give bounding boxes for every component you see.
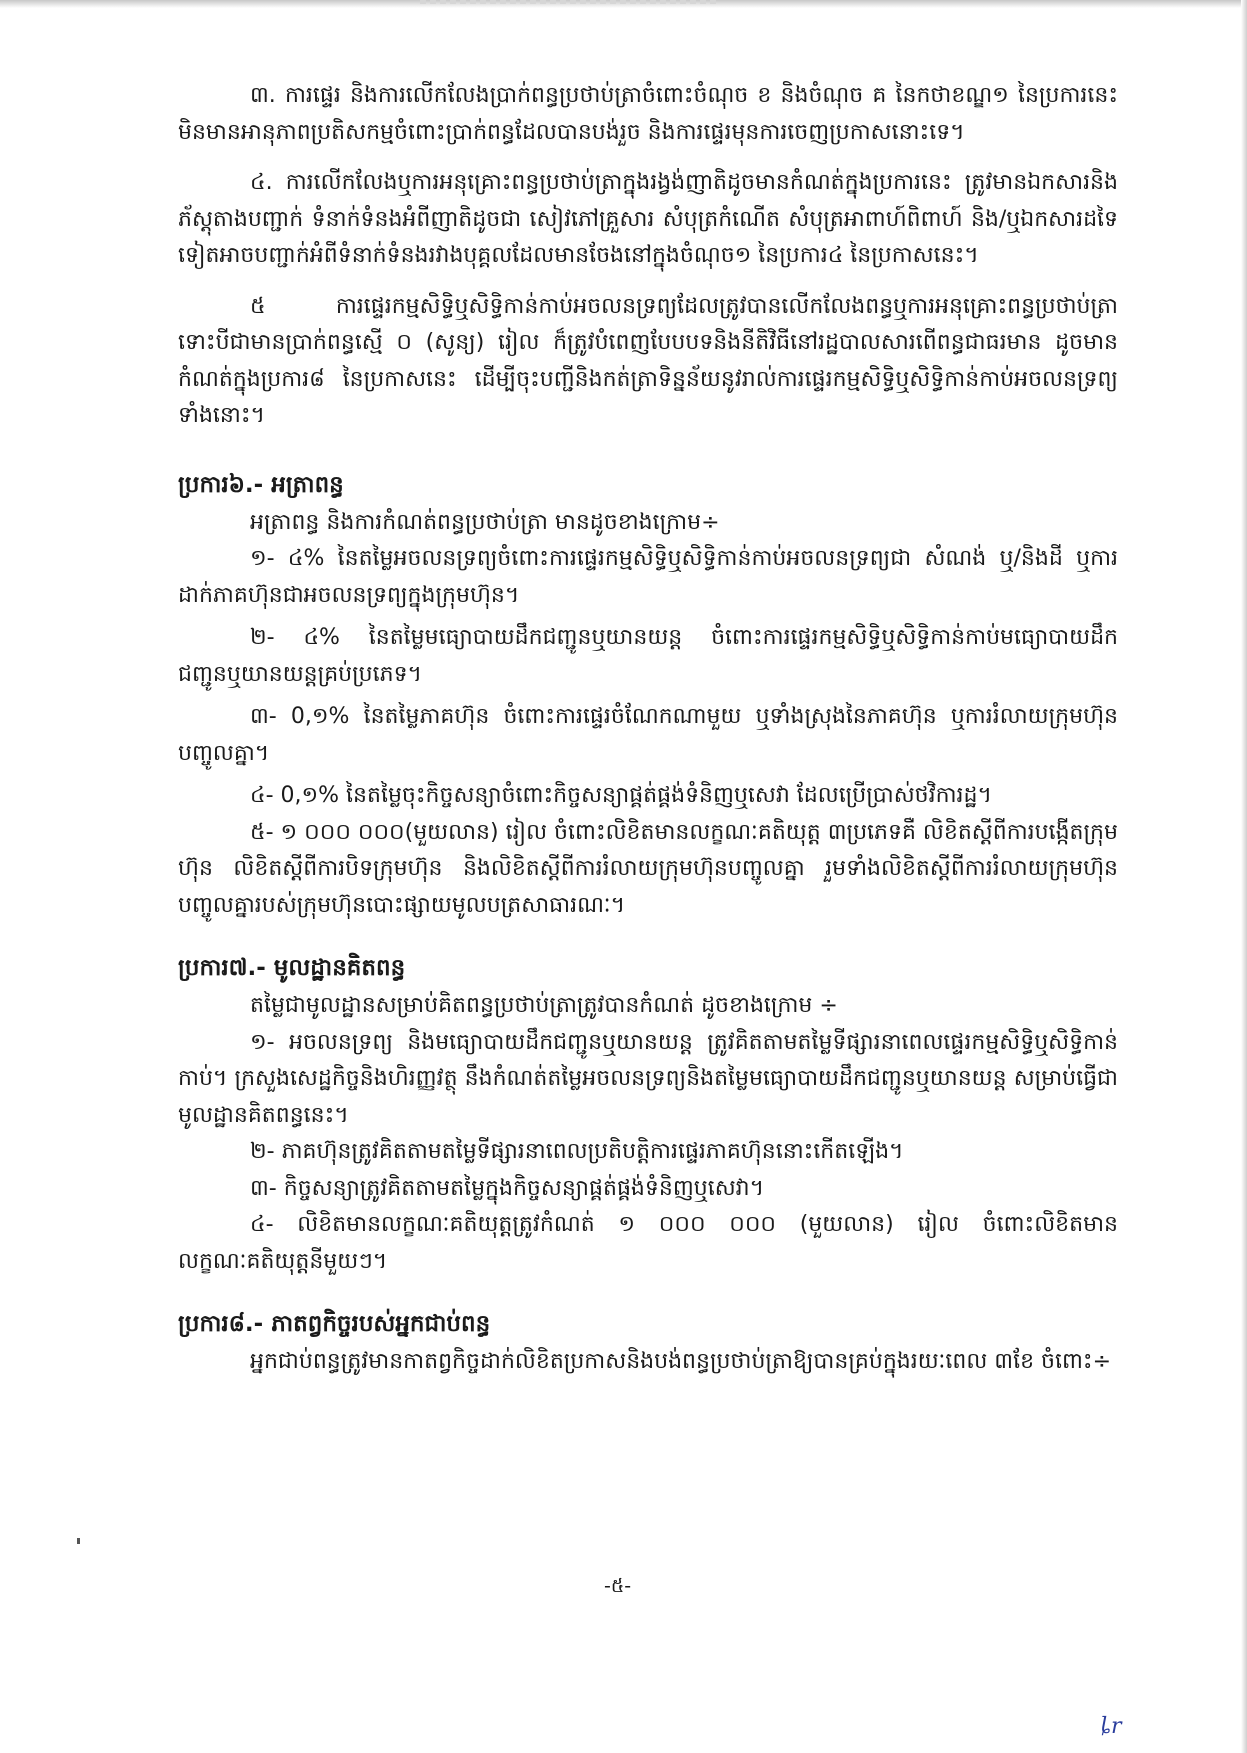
- article-7-intro: តម្លៃជាមូលដ្ឋានសម្រាប់គិតពន្ធប្រថាប់ត្រាត្រូវបានកំណត់ ដូចខាងក្រោម ÷: [250, 993, 838, 1018]
- article-8-intro: អ្នកជាប់ពន្ធត្រូវមានកាតព្វកិច្ចដាក់លិខិតប្រកាសនិងបង់ពន្ធប្រថាប់ត្រាឱ្យបានគ្រប់ក្នុងរយៈពេល ៣ខែ ចំពោះ÷: [250, 1349, 1112, 1374]
- document-body: [178, 78, 1118, 1381]
- article-7-item-4: ៤- លិខិតមានលក្ខណៈគតិយុត្តត្រូវកំណត់ ១ ០០០ ០០០ (មួយលាន) រៀល ចំពោះលិខិតមានលក្ខណៈគតិយុត្តនីមួយៗ។: [178, 1212, 1118, 1274]
- article-7-item-3: ៣- កិច្ចសន្យាត្រូវគិតតាមតម្លៃក្នុងកិច្ចសន្យាផ្គត់ផ្គង់ទំនិញឬសេវា។: [250, 1175, 765, 1201]
- handwritten-initials: ȴr: [1100, 1714, 1122, 1739]
- article-6-item-4: ៤- 0,១% នៃតម្លៃចុះកិច្ចសន្យាចំពោះកិច្ចសន្យាផ្គត់ផ្គង់ទំនិញឬសេវា ដែលប្រើប្រាស់ថវិការដ្ឋ។: [250, 783, 992, 808]
- article-7-item-2: ២- ភាគហ៊ុនត្រូវគិតតាមតម្លៃទីផ្សារនាពេលប្រតិបត្តិការផ្ទេរភាគហ៊ុននោះកើតឡើង។: [250, 1139, 904, 1164]
- paragraph-4: ៤. ការលើកលែងឬការអនុគ្រោះពន្ធប្រថាប់ត្រាក្នុងរង្វង់ញាតិដូចមានកំណត់ក្នុងប្រការនេះ ត្រូវមានឯកសារនិងភ័ស្តុតាងបញ្ជាក់ ទំនាក់ទំនងអំពីញាតិដូចជា សៀវភៅគ្រួសារ សំបុត្រកំណើត សំបុត្រអាពាហ៍ពិពាហ៍ និង/ឬឯកសារដទៃទៀតអាចបញ្ជាក់អំពីទំនាក់ទំនងរវាងបុគ្គលដែលមានចែងនៅក្នុងចំណុច១ នៃប្រការ៤ នៃប្រកាសនេះ។: [178, 170, 1118, 268]
- article-6-item-5: ៥- ១ ០០០ ០០០(មួយលាន) រៀល ចំពោះលិខិតមានលក្ខណៈគតិយុត្ត ៣ប្រភេទគឺ លិខិតស្ដីពីការបង្កើតក្រុមហ៊ុន លិខិតស្ដីពីការបិទក្រុមហ៊ុន និងលិខិតស្ដីពីការរំលាយក្រុមហ៊ុនបញ្ចូលគ្នា រួមទាំងលិខិតស្ដីពីការរំលាយក្រុមហ៊ុនបញ្ចូលគ្នារបស់ក្រុមហ៊ុនបោះផ្សាយមូលបត្រសាធារណៈ។: [178, 819, 1118, 918]
- article-8-heading: ប្រការ៨.- ភាតព្វកិច្ចរបស់អ្នកជាប់ពន្ធ: [178, 1311, 491, 1337]
- paragraph-3: ៣. ការផ្ទេរ និងការលើកលែងប្រាក់ពន្ធប្រថាប់ត្រាចំពោះចំណុច ខ និងចំណុច គ នៃកថាខណ្ឌ១ នៃប្រការនេះ មិនមានអានុភាពប្រតិសកម្មចំពោះប្រាក់ពន្ធដែលបានបង់រួច និងការផ្ទេរមុនការចេញប្រកាសនោះទេ។: [178, 83, 1118, 145]
- article-7-item-1: ១- អចលនទ្រព្យ និងមធ្យោបាយដឹកជញ្ជូនឬយានយន្ត ត្រូវគិតតាមតម្លៃទីផ្សារនាពេលផ្ទេរកម្មសិទ្ធិឬសិទ្ធិកាន់កាប់។ ក្រសួងសេដ្ឋកិច្ចនិងហិរញ្ញវត្ថុ នឹងកំណត់តម្លៃអចលនទ្រព្យនិងតម្លៃមធ្យោបាយដឹកជញ្ជូនឬយានយន្ត សម្រាប់ធ្វើជាមូលដ្ឋានគិតពន្ធនេះ។: [178, 1029, 1118, 1128]
- article-7-heading: ប្រការ៧.- មូលដ្ឋានគិតពន្ធ: [178, 955, 406, 981]
- article-6-item-3: ៣- 0,១% នៃតម្លៃភាគហ៊ុន ចំពោះការផ្ទេរចំណែកណាមួយ ឬទាំងស្រុងនៃភាគហ៊ុន ឬការរំលាយក្រុមហ៊ុនបញ្ចូលគ្នា។: [178, 704, 1118, 766]
- page-number: -៥-: [604, 1575, 632, 1597]
- article-6-item-2: ២- ៤% នៃតម្លៃមធ្យោបាយដឹកជញ្ជូនឬយានយន្ត ចំពោះការផ្ទេរកម្មសិទ្ធិឬសិទ្ធិកាន់កាប់មធ្យោបាយដឹកជញ្ជូនឬយានយន្តគ្រប់ប្រភេទ។: [178, 625, 1118, 687]
- scan-speck: [77, 1538, 80, 1544]
- article-6-intro: អត្រាពន្ធ និងការកំណត់ពន្ធប្រថាប់ត្រា មានដូចខាងក្រោម÷: [250, 509, 720, 535]
- scan-right-edge: [1241, 0, 1247, 1753]
- paragraph-5: ៥ ការផ្ទេរកម្មសិទ្ធិឬសិទ្ធិកាន់កាប់អចលនទ្រព្យដែលត្រូវបានលើកលែងពន្ធឬការអនុគ្រោះពន្ធប្រថាប់ត្រា ទោះបីជាមានប្រាក់ពន្ធស្មើ ០ (សូន្យ) រៀល ក៏ត្រូវបំពេញបែបបទនិងនីតិវិធីនៅរដ្ឋបាលសារពើពន្ធជាធរមាន ដូចមានកំណត់ក្នុងប្រការ៨ នៃប្រកាសនេះ ដើម្បីចុះបញ្ជីនិងកត់ត្រាទិន្នន័យនូវរាល់ការផ្ទេរកម្មសិទ្ធិឬសិទ្ធិកាន់កាប់អចលនទ្រព្យទាំងនោះ។: [178, 293, 1118, 428]
- article-6-heading: ប្រការ៦.- អត្រាពន្ធ: [178, 471, 344, 498]
- article-6-item-1: ១- ៤% នៃតម្លៃអចលនទ្រព្យចំពោះការផ្ទេរកម្មសិទ្ធិឬសិទ្ធិកាន់កាប់អចលនទ្រព្យជា សំណង់ ឬ/និងដី ឬការដាក់ភាគហ៊ុនជាអចលនទ្រព្យក្នុងក្រុមហ៊ុន។: [178, 546, 1118, 608]
- scan-top-marks: [420, 0, 720, 4]
